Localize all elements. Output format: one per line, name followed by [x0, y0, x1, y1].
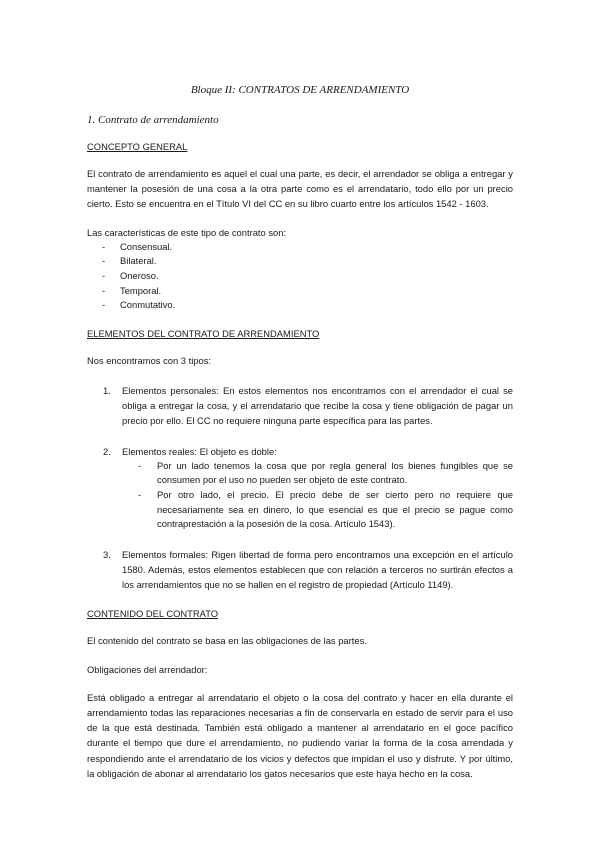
list-item-elementos-personales	[87, 383, 513, 429]
paragraph-elementos-intro: Nos encontramos con 3 tipos:	[87, 354, 212, 366]
list-item-elementos-formales	[87, 547, 513, 593]
list-item: - Oneroso.	[87, 269, 513, 284]
caracteristicas-list	[87, 240, 513, 313]
paragraph-contenido: El contenido del contrato se basa en las obligaciones de las partes.	[87, 635, 367, 647]
list-item: - Temporal.	[87, 284, 513, 299]
list-number: 3.	[103, 548, 111, 560]
list-item-text: Elementos formales: Rigen libertad de forma pero encontramos una excepción en el artículo 1580. Además, estos elementos establecen que con relación a terceros no surtirán efectos a los arrendamientos que no se hallen en el registro de propiedad (Artículo 1149).	[122, 548, 513, 591]
heading-contenido: CONTENIDO DEL CONTRATO	[87, 608, 219, 620]
paragraph-concepto: El contrato de arrendamiento es aquel el cual una parte, es decir, el arrendador se obliga a entregar y mantener la posesión de una cosa a la otra parte como es el arrendatario, todo ello por un precio cierto. Esto se encuentra en el Título VI del CC en su libro cuarto entre los artículos 1542 - 1603.	[87, 168, 513, 210]
paragraph-obligaciones: Está obligado a entregar al arrendatario el objeto o la cosa del contrato y hacer en ella durante el arrendamiento todas las reparaciones necesarias a fin de conservarla en estado de servir para el uso de la que está destinada. También está obligado a mantener al arrendatario en el goce pacífico durante el tiempo que dure el arrendamiento, no pudiendo variar la forma de la cosa arrendada y respondiendo ante el arrendatario de los vicios y defectos que impidan el uso y disfrute. Y por último, la obligación de abonar al arrendatario los gatos necesarios que este haya hecho en la cosa.	[87, 691, 513, 779]
heading-obligaciones-arrendador: Obligaciones del arrendador:	[87, 663, 208, 675]
list-number: 1.	[103, 384, 111, 396]
document-body	[87, 84, 513, 781]
heading-elementos: ELEMENTOS DEL CONTRATO DE ARRENDAMIENTO	[87, 327, 320, 339]
sublist-item: - Por otro lado, el precio. El precio debe de ser cierto pero no requiere que necesariamente sea en dinero, lo que esencial es que el precio se pague como contraprestación a la posesión de la cosa. Artículo 1543).	[123, 488, 513, 532]
document-title: Bloque II: CONTRATOS DE ARRENDAMIENTO	[190, 84, 410, 96]
paragraph-caracteristicas-intro: Las características de este tipo de contrato son:	[87, 226, 287, 238]
list-item: - Bilateral.	[87, 254, 513, 269]
section-subtitle: 1. Contrato de arrendamiento	[87, 114, 219, 126]
elementos-list	[87, 383, 513, 592]
sublist-item: - Por un lado tenemos la cosa que por regla general los bienes fungibles que se consumen por el uso no pueden ser objeto de este contrato.	[123, 459, 513, 488]
list-item: - Conmutativo.	[87, 298, 513, 313]
list-item-elementos-reales	[87, 444, 513, 532]
elementos-reales-sublist	[87, 459, 513, 532]
list-item-text: Elementos reales: El objeto es doble:	[122, 445, 277, 457]
list-item: - Consensual.	[87, 240, 513, 255]
heading-concepto-general: CONCEPTO GENERAL	[87, 141, 188, 152]
list-item-text: Elementos personales: En estos elementos nos encontramos con el arrendador el cual se obliga a entregar la cosa, y el arrendatario que recibe la cosa y tiene obligación de pagar un precio por ello. El CC no requiere ninguna parte específica para las partes.	[122, 384, 513, 427]
list-number: 2.	[103, 445, 111, 457]
